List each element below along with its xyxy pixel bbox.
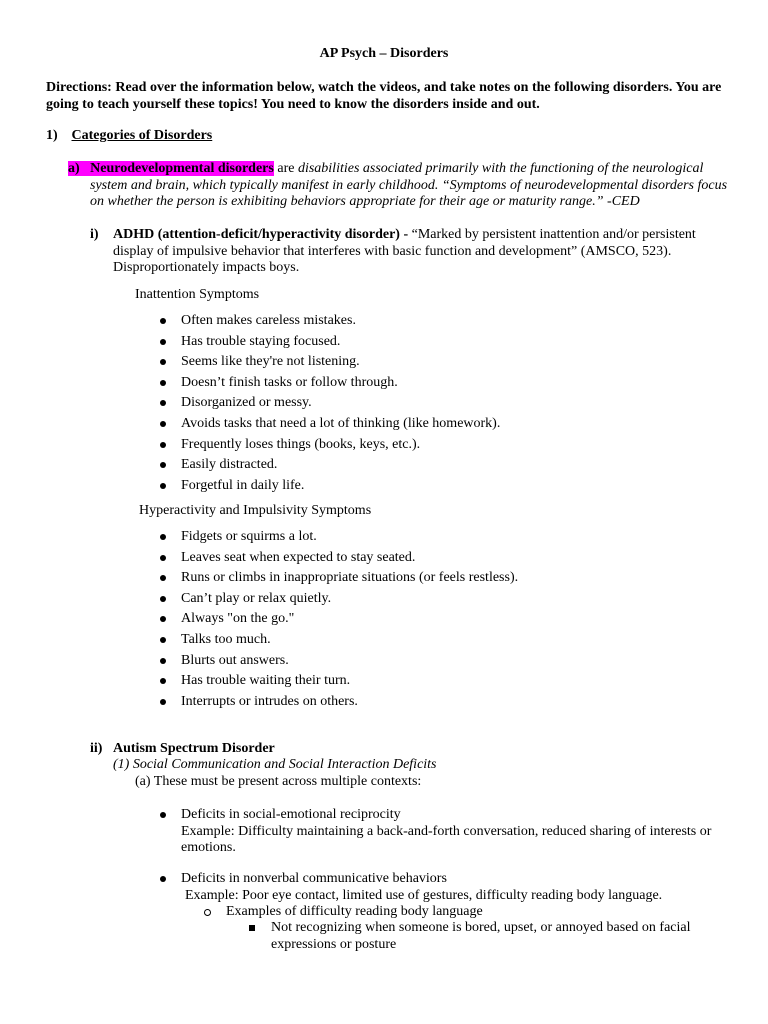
autism-name: Autism Spectrum Disorder — [113, 741, 275, 756]
list-item-text: Fidgets or squirms a lot. — [181, 529, 317, 544]
autism-heading — [90, 741, 710, 758]
list-item — [158, 334, 718, 355]
inattention-heading: Inattention Symptoms — [135, 287, 260, 302]
bullet-icon — [160, 462, 166, 468]
bullet-icon — [160, 359, 166, 365]
list-item — [158, 591, 718, 612]
deficit-2-label: Deficits in nonverbal communicative behaviors — [181, 871, 447, 886]
directions-text: Directions: Read over the information below, watch the videos, and take notes on the following disorders. You are going to teach yourself these topics! You need to know the disorders inside and out. — [46, 80, 722, 112]
deficit-nonverbal — [181, 871, 721, 904]
list-item — [158, 570, 718, 591]
adhd-marker: i) — [90, 227, 99, 242]
autism-subsection-1: (1) Social Communication and Social Interaction Deficits — [113, 757, 437, 772]
list-item — [158, 375, 718, 396]
bullet-icon — [160, 678, 166, 684]
section-number: 1) — [46, 128, 58, 143]
list-item — [158, 632, 718, 653]
body-language-example-item: Not recognizing when someone is bored, upset, or annoyed based on facial expressions or posture — [271, 920, 691, 952]
page-title: AP Psych – Disorders — [319, 46, 449, 61]
list-item — [158, 611, 718, 632]
list-item-text: Talks too much. — [181, 631, 271, 647]
neuro-definition: disabilities associated primarily with the functioning of the neurological system and brain, which typically manifest in early childhood. “Symptoms of neurodevelopmental disorders focus on whether the person is exhibiting behaviors appropriate for their age or maturity range.” -CED — [90, 161, 728, 209]
bullet-icon — [160, 637, 166, 643]
section-heading — [46, 128, 212, 145]
neuro-marker: a) Neurodevelopmental disorders — [68, 161, 274, 176]
deficit-1-example: Example: Difficulty maintaining a back-and-forth conversation, reduced sharing of interests or emotions. — [181, 823, 712, 855]
list-item-text: Forgetful in daily life. — [181, 477, 305, 493]
list-item — [158, 437, 718, 458]
neuro-are: are — [273, 161, 298, 176]
list-item — [158, 653, 718, 674]
list-item-text: Frequently loses things (books, keys, etc.). — [181, 436, 421, 452]
autism-subsection-a: (a) These must be present across multiple contexts: — [135, 774, 422, 789]
adhd-name: ADHD (attention-deficit/hyperactivity disorder) - — [113, 227, 409, 242]
section-label: Categories of Disorders — [71, 128, 213, 143]
list-item-text: Always "on the go." — [181, 611, 295, 627]
list-item-text: Often makes careless mistakes. — [181, 313, 356, 328]
list-item — [158, 457, 718, 478]
hyperactivity-heading: Hyperactivity and Impulsivity Symptoms — [139, 503, 372, 518]
bullet-icon — [160, 421, 166, 427]
list-item-text: Avoids tasks that need a lot of thinking (like homework). — [181, 415, 501, 431]
bullet-icon — [160, 616, 166, 622]
list-item-text: Runs or climbs in inappropriate situations (or feels restless). — [181, 570, 519, 586]
bullet-icon — [160, 596, 166, 602]
deficit-reciprocity — [181, 807, 721, 857]
list-item-text: Disorganized or messy. — [181, 395, 312, 411]
list-item — [158, 478, 718, 499]
adhd-description: “Marked by persistent inattention and/or persistent display of impulsive behavior that interferes with basic function and development” (AMSCO, 523). Disproportionately impacts boys. — [113, 227, 696, 275]
list-item — [158, 395, 718, 416]
square-bullet-icon — [249, 925, 255, 931]
bullet-icon — [160, 400, 166, 406]
bullet-icon — [160, 876, 166, 882]
neuro-term: Neurodevelopmental disorders — [90, 161, 274, 176]
list-item-text: Interrupts or intrudes on others. — [181, 693, 358, 709]
neurodevelopmental-paragraph — [68, 161, 728, 211]
bullet-icon — [160, 318, 166, 324]
list-item — [158, 550, 718, 571]
bullet-icon — [160, 483, 166, 489]
list-item-text: Can’t play or relax quietly. — [181, 590, 332, 606]
inattention-list — [158, 313, 718, 498]
list-item-text: Doesn’t finish tasks or follow through. — [181, 374, 398, 390]
bullet-icon — [160, 575, 166, 581]
bullet-icon — [160, 534, 166, 540]
list-item-text: Easily distracted. — [181, 457, 278, 473]
circle-bullet-icon — [204, 909, 211, 916]
list-item — [158, 694, 718, 715]
bullet-icon — [160, 339, 166, 345]
list-item-text: Has trouble waiting their turn. — [181, 673, 351, 689]
deficit-2-example: Example: Poor eye contact, limited use of gestures, difficulty reading body language. — [185, 887, 663, 903]
bullet-icon — [160, 699, 166, 705]
list-item-text: Seems like they're not listening. — [181, 354, 360, 370]
bullet-icon — [160, 380, 166, 386]
list-item — [158, 416, 718, 437]
list-item-text: Leaves seat when expected to stay seated. — [181, 549, 416, 565]
list-item-text: Has trouble staying focused. — [181, 333, 341, 349]
list-item — [158, 673, 718, 694]
autism-marker: ii) — [90, 741, 103, 756]
list-item — [158, 313, 718, 334]
list-item — [158, 354, 718, 375]
adhd-paragraph — [90, 227, 710, 277]
hyperactivity-list — [158, 529, 718, 714]
deficit-1-label: Deficits in social-emotional reciprocity — [181, 807, 401, 822]
bullet-icon — [160, 658, 166, 664]
bullet-icon — [160, 555, 166, 561]
list-item-text: Blurts out answers. — [181, 652, 289, 668]
list-item — [158, 529, 718, 550]
body-language-examples: Examples of difficulty reading body language — [226, 904, 483, 919]
bullet-icon — [160, 442, 166, 448]
bullet-icon — [160, 812, 166, 818]
